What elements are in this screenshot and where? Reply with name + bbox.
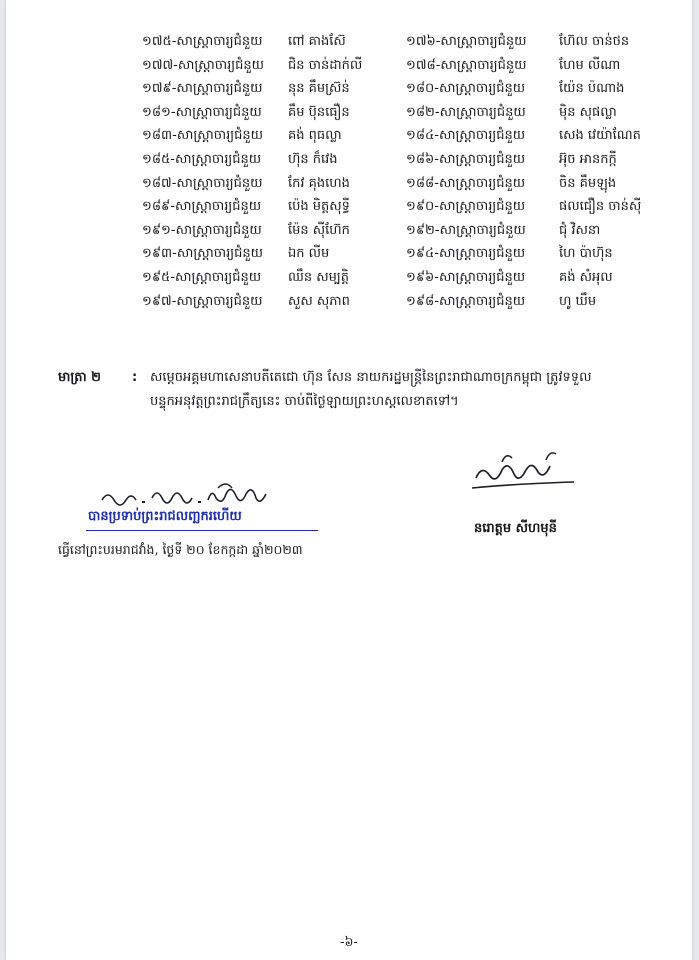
right-name: យ៉ែន ប៉ណាង bbox=[559, 81, 625, 97]
signer-name: នរោត្តម សីហមុនី bbox=[474, 521, 557, 536]
table-row bbox=[6, 242, 692, 266]
right-name: ហ៊ែល ចាន់ថន bbox=[559, 34, 630, 49]
left-number: ១៩៣-សាស្ត្រាចារ្យជំនួយ bbox=[142, 246, 263, 262]
place-date: ធ្វើនៅព្រះបរមរាជវាំង, ថ្ងៃទី ២០ ខែកក្កដា ឆ្នាំ២០២៣ bbox=[58, 542, 303, 557]
left-name: គឹម ប៊ុនធឿន bbox=[288, 104, 350, 120]
right-number: ១៩៨-សាស្ត្រាចារ្យជំនួយ bbox=[406, 293, 526, 309]
left-name: គង់ ពុធល្លា bbox=[288, 128, 342, 144]
left-name: កែវ គុងហេង bbox=[288, 175, 350, 191]
table-row bbox=[6, 77, 692, 101]
left-number: ១៨៥-សាស្ត្រាចារ្យជំនួយ bbox=[142, 151, 262, 167]
table-row bbox=[6, 148, 692, 172]
table-row bbox=[6, 30, 692, 54]
article-label: មាត្រា ២ bbox=[58, 370, 101, 385]
left-number: ១៧៩-សាស្ត្រាចារ្យជំនួយ bbox=[142, 81, 263, 97]
right-number: ១៩០-សាស្ត្រាចារ្យជំនួយ bbox=[406, 199, 526, 215]
left-name: ហ៊ុន ក៏វេង bbox=[288, 151, 338, 167]
right-number: ១៩៤-សាស្ត្រាចារ្យជំនួយ bbox=[406, 246, 526, 262]
left-number: ១៧៥-សាស្ត្រាចារ្យជំនួយ bbox=[142, 34, 263, 49]
right-name: សេង វេយ៉ាណែត bbox=[559, 128, 641, 144]
left-number: ១៩៥-សាស្ត្រាចារ្យជំនួយ bbox=[142, 269, 262, 285]
left-number: ១៩១-សាស្ត្រាចារ្យជំនួយ bbox=[142, 222, 262, 238]
table-row bbox=[6, 195, 692, 219]
left-name: សួស សុភាព bbox=[288, 293, 350, 309]
right-number: ១៨៨-សាស្ត្រាចារ្យជំនួយ bbox=[406, 175, 526, 191]
article-text: សម្ដេចអគ្គមហាសេនាបតីតេជោ ហ៊ុន សែន នាយករដ្ឋមន្ត្រីនៃព្រះរាជាណាចក្រកម្ពុជា ត្រូវទទួល បន្ទុកអនុវត្តព្រះរាជក្រឹត្យនេះ ចាប់ពីថ្ងៃឡាយព្រះហស្តលេខាតទៅ។ bbox=[150, 370, 592, 409]
table-row bbox=[6, 54, 692, 78]
right-number: ១៨០-សាស្ត្រាចារ្យជំនួយ bbox=[406, 81, 526, 97]
left-number: ១៨១-សាស្ត្រាចារ្យជំនួយ bbox=[142, 104, 262, 120]
right-name: ម៉ិន សុផល្លា bbox=[559, 104, 617, 120]
page-number: -៦- bbox=[340, 934, 358, 949]
right-name: អ៊ុច អានកក្កី bbox=[559, 151, 617, 167]
document-page bbox=[6, 0, 692, 960]
left-name: ពៅ គាងស៊ែ bbox=[288, 34, 346, 49]
table-row bbox=[6, 266, 692, 290]
left-number: ១៩៧-សាស្ត្រាចារ្យជំនួយ bbox=[142, 293, 263, 309]
royal-seal-note: បានប្រទាប់ព្រះរាជលញ្ឆករហើយ bbox=[88, 509, 242, 524]
article-colon: : bbox=[132, 370, 138, 385]
right-number: ១៨២-សាស្ត្រាចារ្យជំនួយ bbox=[406, 104, 526, 120]
left-name: នុន គឹមស្រ៊ន់ bbox=[288, 81, 350, 97]
right-name: ផលជឿន ចាន់ស៊ី bbox=[559, 199, 642, 215]
left-number: ១៧៧-សាស្ត្រាចារ្យជំនួយ bbox=[142, 57, 264, 73]
right-name: ហូ ឃឹម bbox=[559, 293, 597, 309]
right-number: ១៧៨-សាស្ត្រាចារ្យជំនួយ bbox=[406, 57, 527, 73]
right-number: ១៩២-សាស្ត្រាចារ្យជំនួយ bbox=[406, 222, 526, 238]
left-name: ឯក លីម bbox=[288, 246, 330, 262]
right-name: ជុំ វិសនា bbox=[559, 222, 601, 238]
right-number: ១៩៦-សាស្ត្រាចារ្យជំនួយ bbox=[406, 269, 526, 285]
right-name: ចិន គឹមឡុង bbox=[559, 175, 617, 191]
left-name: ជិន ចាន់ដាក់លី bbox=[288, 57, 363, 73]
right-name: ហៃ ប៉ាហ៊ុន bbox=[559, 246, 613, 262]
table-row bbox=[6, 172, 692, 196]
table-row bbox=[6, 124, 692, 148]
right-number: ១៨៤-សាស្ត្រាចារ្យជំនួយ bbox=[406, 128, 526, 144]
seal-underline bbox=[86, 530, 318, 531]
right-name: គង់ សំអុល bbox=[559, 269, 613, 285]
left-number: ១៨៧-សាស្ត្រាចារ្យជំនួយ bbox=[142, 175, 263, 191]
appointment-list bbox=[6, 30, 692, 313]
left-name: ម៉ែន ស៊ីហ៊ែក bbox=[288, 222, 350, 238]
right-name: ហែម លីណា bbox=[559, 57, 621, 73]
left-name: ប៉េង មិត្តសុទ្ធី bbox=[288, 199, 350, 215]
right-number: ១៨៦-សាស្ត្រាចារ្យជំនួយ bbox=[406, 151, 526, 167]
right-number: ១៧៦-សាស្ត្រាចារ្យជំនួយ bbox=[406, 34, 527, 49]
table-row bbox=[6, 101, 692, 125]
left-number: ១៨៩-សាស្ត្រាចារ្យជំនួយ bbox=[142, 199, 262, 215]
table-row bbox=[6, 290, 692, 314]
royal-signature bbox=[468, 448, 578, 498]
left-number: ១៨៣-សាស្ត្រាចារ្យជំនួយ bbox=[142, 128, 263, 144]
table-row bbox=[6, 219, 692, 243]
left-name: ឈឹន សម្បត្តិ bbox=[288, 269, 350, 285]
